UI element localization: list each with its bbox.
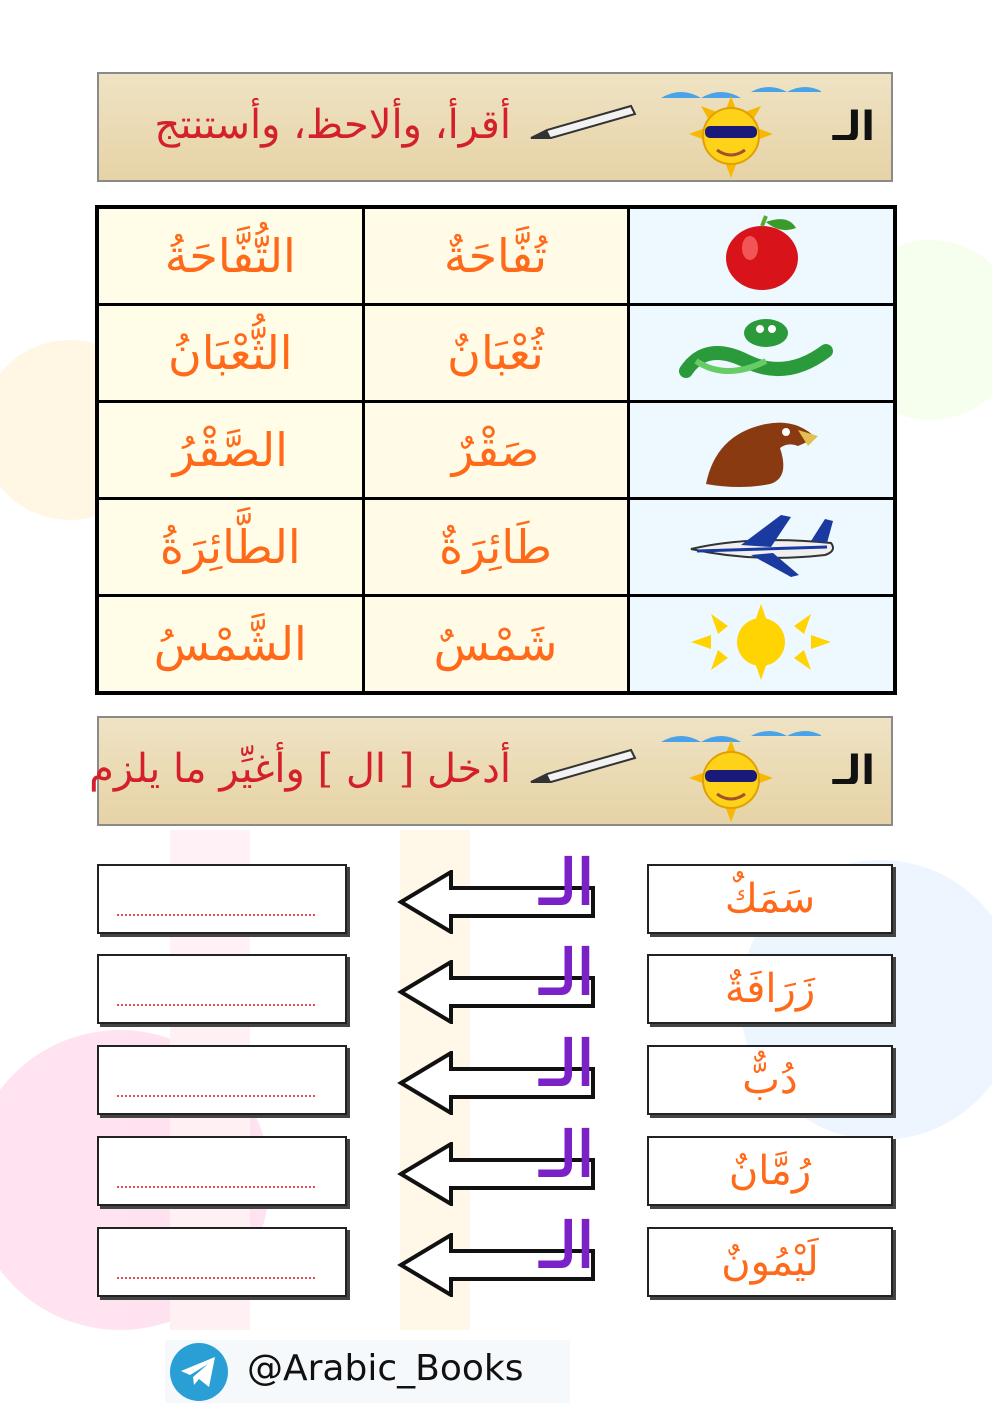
word-text: دُبٌّ (742, 1057, 798, 1103)
snake-icon (666, 311, 856, 391)
telegram-icon (169, 1342, 229, 1402)
words-table (95, 205, 897, 695)
picture-cell (628, 402, 895, 499)
al-prefix: الـ (539, 1027, 595, 1100)
al-prefix: الـ (539, 846, 595, 919)
word-indefinite (363, 499, 628, 596)
answer-line (117, 1277, 315, 1279)
section2-banner (89, 716, 893, 826)
word-indefinite (363, 596, 628, 694)
answer-line (117, 1095, 315, 1097)
word-indefinite-text: طَائِرَةٌ (439, 520, 552, 574)
al-prefix: الـ (539, 936, 595, 1009)
exercise-row (97, 846, 897, 938)
word-box (647, 954, 893, 1024)
table-row (97, 305, 895, 402)
word-text: رُمَّانٌ (728, 1148, 812, 1194)
word-box (647, 1227, 893, 1297)
section-tag: الـ (832, 748, 875, 794)
word-with-al (97, 305, 363, 402)
answer-line (117, 914, 315, 916)
picture-cell (628, 207, 895, 305)
word-box (647, 864, 893, 934)
section-tag: الـ (832, 104, 875, 150)
picture-cell (628, 305, 895, 402)
answer-line (117, 1186, 315, 1188)
falcon-icon (686, 408, 836, 488)
section2-title: أدخل [ ال ] وأغيِّر ما يلزم (89, 746, 511, 792)
word-box (647, 1136, 893, 1206)
word-with-al-text: الصَّقْرُ (172, 423, 288, 477)
word-indefinite (363, 207, 628, 305)
picture-cell (628, 499, 895, 596)
section1-title: أقرأ، وألاحظ، وأستنتج (154, 102, 511, 148)
exercise-row (97, 936, 897, 1028)
airplane-icon (681, 505, 841, 585)
word-text: زَرَافَةٌ (724, 966, 816, 1012)
table-row (97, 499, 895, 596)
pencil-icon (521, 740, 641, 790)
word-with-al (97, 596, 363, 694)
sun-mascot-icon (641, 78, 821, 180)
answer-box[interactable] (97, 864, 347, 934)
table-row (97, 596, 895, 694)
answer-box[interactable] (97, 1045, 347, 1115)
answer-line (117, 1004, 315, 1006)
answer-box[interactable] (97, 1227, 347, 1297)
sun-icon (686, 602, 836, 682)
word-indefinite (363, 402, 628, 499)
word-text: سَمَكٌ (724, 876, 816, 922)
telegram-handle: @Arabic_Books (247, 1348, 524, 1389)
exercise-row (97, 1027, 897, 1119)
pencil-icon (521, 96, 641, 146)
al-prefix: الـ (539, 1209, 595, 1282)
word-indefinite-text: ثُعْبَانٌ (447, 326, 544, 380)
word-with-al (97, 402, 363, 499)
word-with-al-text: التُّفَّاحَةُ (164, 229, 296, 283)
word-indefinite-text: تُفَّاحَةٌ (443, 229, 548, 283)
word-with-al (97, 499, 363, 596)
exercise-row (97, 1118, 897, 1210)
exercise-row (97, 1209, 897, 1301)
word-indefinite (363, 305, 628, 402)
al-prefix: الـ (539, 1118, 595, 1191)
table-row (97, 207, 895, 305)
word-with-al-text: الطَّائِرَةُ (159, 520, 301, 574)
telegram-footer[interactable] (165, 1340, 570, 1403)
sun-mascot-icon (641, 722, 821, 824)
word-with-al-text: الثُّعْبَانُ (167, 326, 293, 380)
word-indefinite-text: شَمْسٌ (433, 617, 558, 671)
word-indefinite-text: صَقْرٌ (451, 423, 540, 477)
word-with-al (97, 207, 363, 305)
answer-box[interactable] (97, 954, 347, 1024)
table-row (97, 402, 895, 499)
answer-box[interactable] (97, 1136, 347, 1206)
apple-icon (696, 214, 826, 294)
word-text: لَيْمُونٌ (721, 1239, 819, 1285)
section1-banner (97, 72, 893, 182)
word-box (647, 1045, 893, 1115)
word-with-al-text: الشَّمْسُ (153, 617, 307, 671)
picture-cell (628, 596, 895, 694)
